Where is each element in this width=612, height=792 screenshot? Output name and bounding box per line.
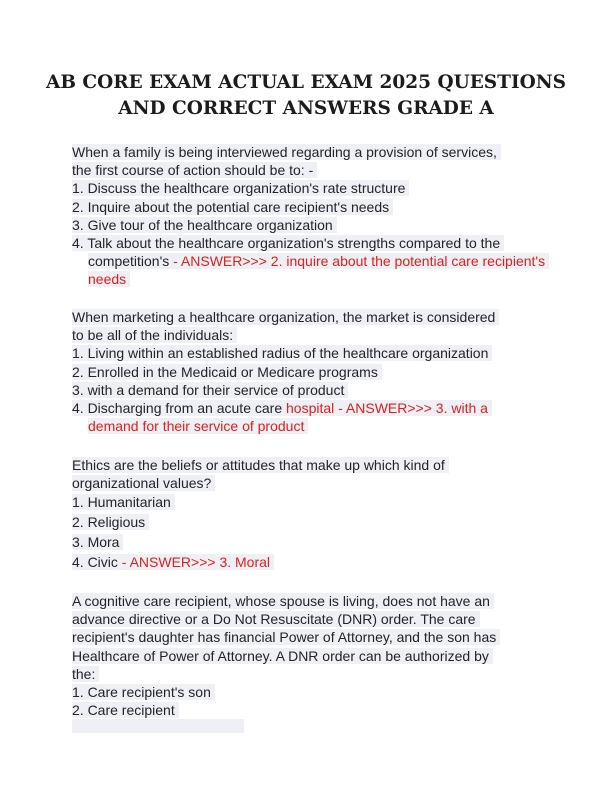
document-title: [40, 70, 572, 122]
question-3-option-3: 3. Mora: [72, 534, 123, 550]
question-1-stem-line-2: the first course of action should be to: -: [72, 162, 317, 178]
question-2-answer: hospital - ANSWER>>> 3. with a demand for their service of product: [88, 400, 488, 435]
question-1-option-4: 4. Talk about the healthcare organization's strengths compared to the competition's: [72, 235, 501, 270]
title-line-2: AND CORRECT ANSWERS GRADE A: [118, 98, 494, 119]
question-3-answer: - ANSWER>>> 3. Moral: [117, 554, 271, 571]
question-2-option-2: 2. Enrolled in the Medicaid or Medicare programs: [72, 364, 382, 380]
question-4: [72, 592, 542, 733]
question-1-stem-line-1: When a family is being interviewed regarding a provision of services,: [72, 144, 501, 160]
question-3-option-4: 4. Civic: [72, 554, 118, 571]
question-1-answer: - ANSWER>>> 2. inquire about the potential care recipient's needs: [88, 253, 546, 288]
question-4-option-2: 2. Care recipient: [72, 702, 179, 718]
question-2-option-1: 1. Living within an established radius of the healthcare organization: [72, 345, 492, 361]
highlight-fragment: [72, 719, 244, 733]
title-line-1: AB CORE EXAM ACTUAL EXAM 2025 QUESTIONS: [46, 72, 566, 93]
question-3-option-2: 2. Religious: [72, 514, 149, 530]
question-4-stem-line-1: A cognitive care recipient, whose spouse is living, does not have an: [72, 593, 494, 609]
question-1-option-3: 3. Give tour of the healthcare organization: [72, 217, 337, 233]
question-4-stem-line-5: the:: [72, 666, 99, 682]
question-2: [72, 308, 542, 435]
question-1-option-2: 2. Inquire about the potential care recipient's needs: [72, 199, 393, 215]
question-3: [72, 456, 542, 572]
question-3-option-1: 1. Humanitarian: [72, 494, 175, 510]
question-2-stem-line-2: to be all of the individuals:: [72, 327, 237, 343]
question-3-stem-line-2: organizational values?: [72, 475, 215, 491]
question-4-stem-line-3: recipient's daughter has financial Power of Attorney, and the son has: [72, 629, 500, 645]
question-3-stem-line-1: Ethics are the beliefs or attitudes that make up which kind of: [72, 457, 449, 473]
question-4-option-1: 1. Care recipient's son: [72, 684, 215, 700]
question-1: [72, 143, 546, 289]
question-4-stem-line-4: Healthcare of Power of Attorney. A DNR order can be authorized by: [72, 648, 493, 664]
question-1-option-1: 1. Discuss the healthcare organization's rate structure: [72, 180, 409, 196]
question-2-stem-line-1: When marketing a healthcare organization, the market is considered: [72, 309, 499, 325]
question-2-option-3: 3. with a demand for their service of product: [72, 382, 348, 398]
question-2-option-4: 4. Discharging from an acute care: [72, 400, 283, 417]
question-4-stem-line-2: advance directive or a Do Not Resuscitate (DNR) order. The care: [72, 611, 480, 627]
